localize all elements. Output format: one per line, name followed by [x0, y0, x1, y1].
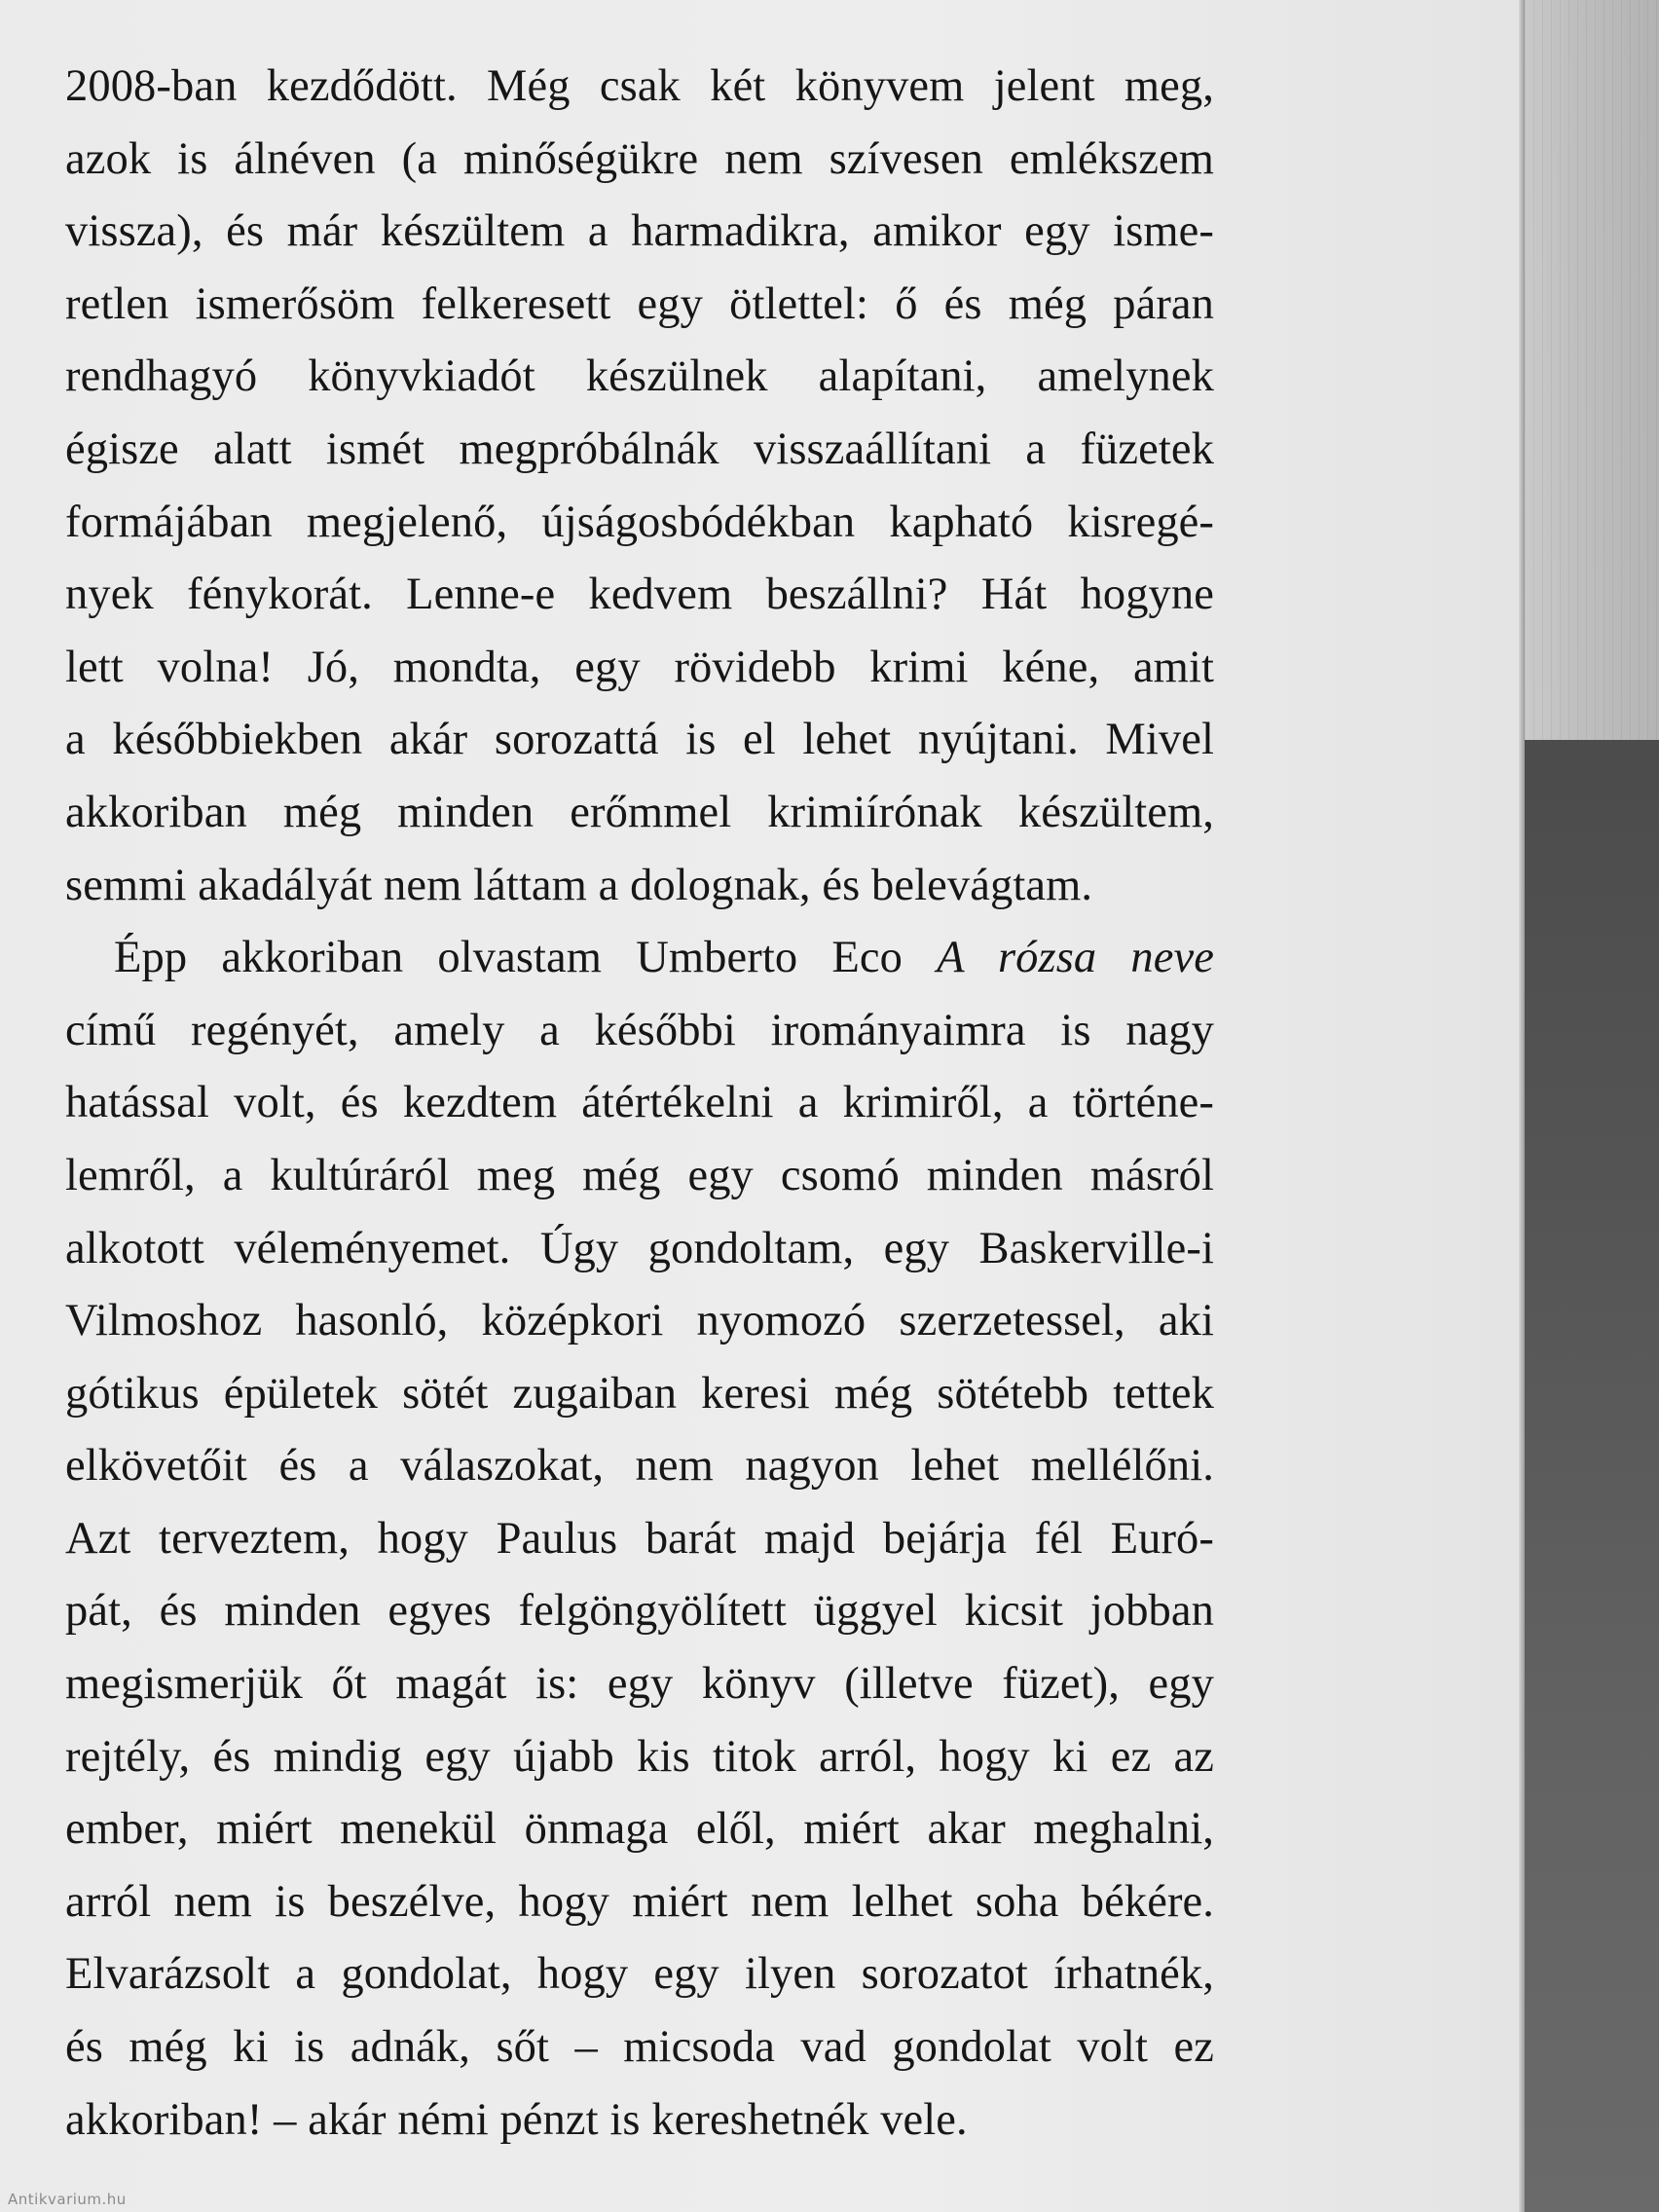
text-segment: rendhagyó könyvkiadót készülnek alapítani, amelynek [65, 351, 1214, 402]
text-line [65, 1140, 1214, 1213]
text-segment: akkoriban még minden erőmmel krimiírónak készültem, [65, 787, 1214, 837]
text-line [65, 1358, 1214, 1431]
text-line [65, 51, 1214, 124]
text-line [65, 1866, 1214, 1939]
text-segment: hatással volt, és kezdtem átértékelni a krimiről, a történe- [65, 1078, 1214, 1128]
text-segment: a későbbiekben akár sorozattá is el lehet nyújtani. Mivel [65, 715, 1214, 765]
text-segment: Azt terveztem, hogy Paulus barát majd bejárja fél Euró- [65, 1513, 1214, 1564]
body-text [65, 51, 1214, 2157]
text-segment: Épp akkoriban olvastam Umberto Eco [114, 933, 938, 983]
text-segment: Elvarázsolt a gondolat, hogy egy ilyen sorozatot írhatnék, [65, 1949, 1214, 2000]
text-line [65, 196, 1214, 269]
text-segment: akkoriban! – akár némi pénzt is kereshetnék vele. [65, 2094, 968, 2145]
text-line [65, 559, 1214, 632]
text-line [65, 2084, 1214, 2157]
text-segment: lemről, a kultúráról meg még egy csomó minden másról [65, 1150, 1214, 1200]
text-line [65, 1430, 1214, 1503]
text-line [65, 487, 1214, 560]
text-line [65, 1575, 1214, 1648]
text-segment: gótikus épületek sötét zugaiban keresi még sötétebb tettek [65, 1368, 1214, 1419]
text-segment: formájában megjelenő, újságosbódékban kapható kisregé- [65, 497, 1214, 547]
text-line [65, 341, 1214, 414]
text-segment: vissza), és már készültem a harmadikra, amikor egy isme- [65, 206, 1214, 257]
text-segment: pát, és minden egyes felgöngyölített üggyel kicsit jobban [65, 1586, 1214, 1637]
text-line [65, 850, 1214, 923]
text-segment: elkövetőit és a válaszokat, nem nagyon lehet mellélőni. [65, 1441, 1214, 1492]
text-segment: nyek fénykorát. Lenne-e kedvem beszállni? Hát hogyne [65, 570, 1214, 620]
text-segment: égisze alatt ismét megpróbálnák visszaállítani a füzetek [65, 424, 1214, 474]
text-segment: és még ki is adnák, sőt – micsoda vad gondolat volt ez [65, 2022, 1214, 2073]
text-line [65, 995, 1214, 1068]
text-line [65, 632, 1214, 705]
text-line [65, 922, 1214, 995]
text-line [65, 2011, 1214, 2084]
text-line [65, 414, 1214, 487]
text-line [65, 704, 1214, 777]
text-segment: című regényét, amely a későbbi irományaimra is nagy [65, 1005, 1214, 1055]
background-grain [1525, 0, 1659, 740]
text-segment: 2008-ban kezdődött. Még csak két könyvem jelent meg, [65, 61, 1214, 111]
text-segment: Vilmoshoz hasonló, középkori nyomozó szerzetessel, aki [65, 1296, 1214, 1346]
background-shadow [1525, 0, 1659, 2212]
text-segment: retlen ismerősöm felkeresett egy ötlettel: ő és még páran [65, 278, 1214, 329]
text-line [65, 1503, 1214, 1576]
text-line [65, 1938, 1214, 2011]
text-segment: alkotott véleményemet. Úgy gondoltam, egy Baskerville-i [65, 1223, 1214, 1273]
watermark: Antikvarium.hu [8, 2191, 127, 2208]
text-segment: megismerjük őt magát is: egy könyv (illetve füzet), egy [65, 1659, 1214, 1710]
text-segment: ember, miért menekül önmaga elől, miért akar meghalni, [65, 1804, 1214, 1855]
text-segment: arról nem is beszélve, hogy miért nem lelhet soha békére. [65, 1876, 1214, 1927]
text-line [65, 1285, 1214, 1358]
text-segment: lett volna! Jó, mondta, egy rövidebb krimi kéne, amit [65, 642, 1214, 692]
book-title-italic: A rózsa neve [937, 933, 1214, 983]
text-segment: rejtély, és mindig egy újabb kis titok arról, hogy ki ez az [65, 1731, 1214, 1782]
text-line [65, 1067, 1214, 1140]
text-segment: azok is álnéven (a minőségükre nem szívesen emlékszem [65, 133, 1214, 184]
text-line [65, 1648, 1214, 1721]
text-line [65, 777, 1214, 850]
text-line [65, 1213, 1214, 1286]
text-line [65, 124, 1214, 197]
text-line [65, 1721, 1214, 1794]
text-line [65, 269, 1214, 342]
text-segment: semmi akadályát nem láttam a dolognak, és belevágtam. [65, 860, 1093, 910]
text-line [65, 1793, 1214, 1866]
